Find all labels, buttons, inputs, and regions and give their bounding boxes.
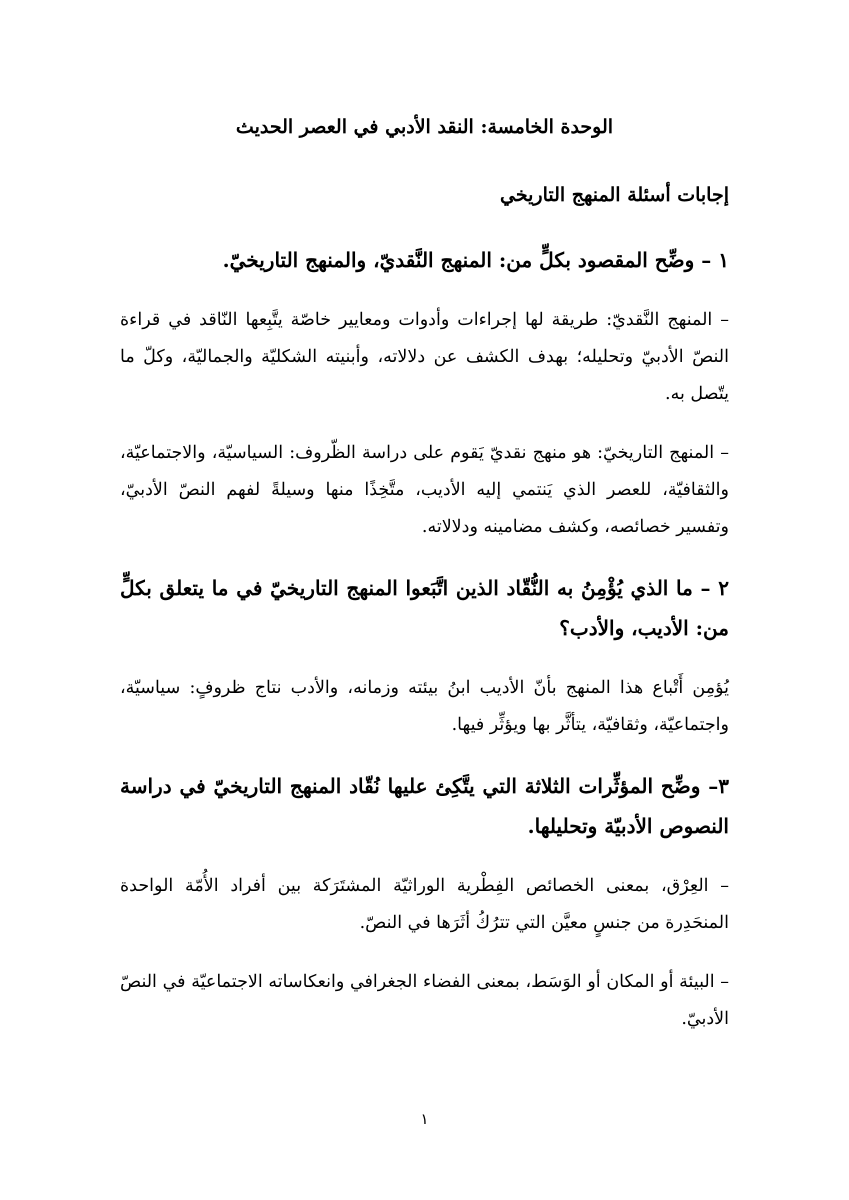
page-number: ١ xyxy=(420,1110,429,1128)
answer-3-environment: – البيئة أو المكان أو الوَسَط، بمعنى الفضاء الجغرافي وانعكاساته الاجتماعيّة في النصّ الأدبيّ. xyxy=(120,972,729,1029)
answer-2: يُؤمِن أَتْباع هذا المنهج بأنّ الأديب ابنُ بيئته وزمانه، والأدب نتاج ظروفٍ: سياسيّة، واجتماعيّة، وثقافيّة، يتأثَّر بها ويؤثِّر فيها. xyxy=(120,678,729,735)
unit-title: الوحدة الخامسة: النقد الأدبي في العصر الحديث xyxy=(235,116,614,138)
question-3: ٣– وضِّح المؤثِّرات الثلاثة التي يتَّكِئ عليها نُقّاد المنهج التاريخيّ في دراسة النصوص الأدبيّة وتحليلها. xyxy=(120,774,729,838)
question-1: ١ – وضِّح المقصود بكلٍّ من: المنهج النَّقديّ، والمنهج التاريخيّ. xyxy=(222,248,729,272)
question-2: ٢ – ما الذي يُؤْمِنُ به النُّقّاد الذين اتَّبَعوا المنهج التاريخيّ في ما يتعلق بكلٍّ من: الأديب، والأدب؟ xyxy=(120,576,729,640)
section-title: إجابات أسئلة المنهج التاريخي xyxy=(500,184,729,206)
answer-3-race: – العِرْق، بمعنى الخصائص الفِطْرية الوراثيّة المشتَرَكة بين أفراد الأُمّة الواحدة المنحَدِرة من جنسٍ معيَّن التي تترُكُ أثَرَها في النصّ. xyxy=(120,876,729,933)
answer-1-critical-method: – المنهج النَّقديّ: طريقة لها إجراءات وأدوات ومعايير خاصّة يتَّبِعها النّاقد في قراءة النصّ الأدبيّ وتحليله؛ بهدف الكشف عن دلالاته، وأبنيته الشكليّة والجماليّة، وكلّ ما يتّصل به. xyxy=(120,310,729,404)
page-content xyxy=(120,112,729,1060)
answer-1-historical-method: – المنهج التاريخيّ: هو منهج نقديّ يَقوم على دراسة الظّروف: السياسيّة، والاجتماعيّة، والثقافيّة، للعصر الذي يَنتمي إليه الأديب، متَّخِذًا منها وسيلةً لفهم النصّ الأدبيّ، وتفسير خصائصه، وكشف مضامينه ودلالاته. xyxy=(120,443,729,537)
